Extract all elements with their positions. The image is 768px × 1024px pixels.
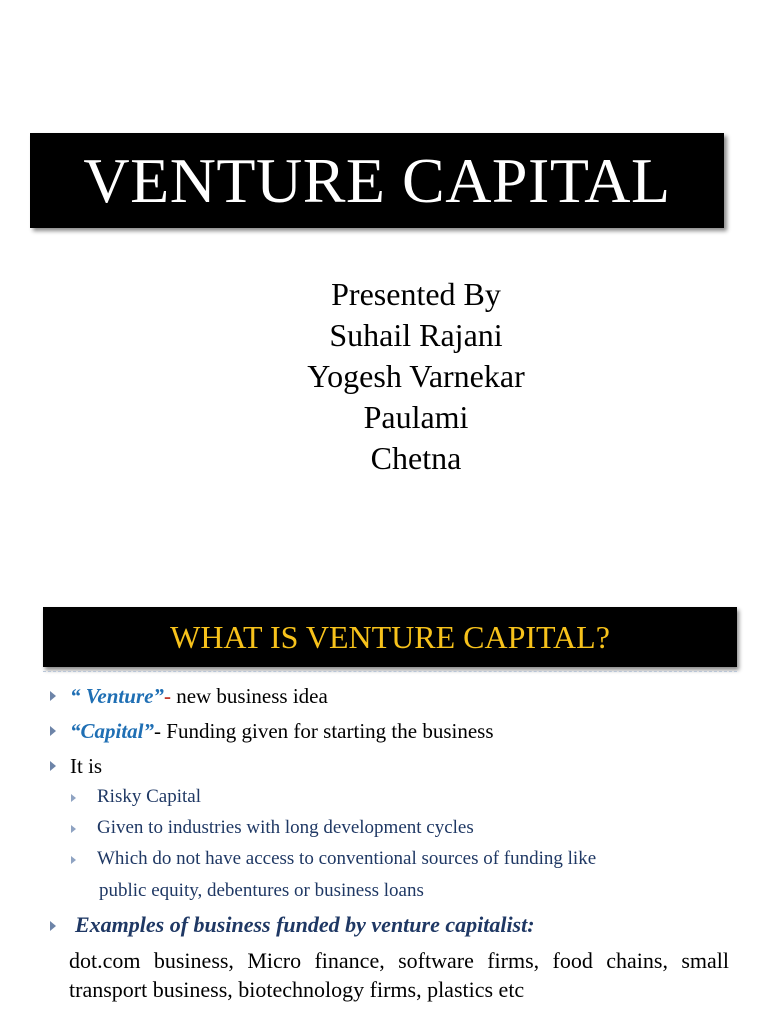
examples-heading: Examples of business funded by venture capitalist: [75, 912, 535, 937]
divider [43, 671, 737, 672]
sub-bullet: Which do not have access to conventional sources of funding like [97, 848, 597, 869]
bullet-text: Funding given for starting the business [161, 719, 494, 743]
sub-bullet-arrow-icon [71, 825, 76, 833]
sub-bullet-arrow-icon [71, 794, 76, 802]
bullet-it-is: It is [70, 754, 103, 778]
presenter-name: Suhail Rajani [329, 317, 503, 353]
slide-title: VENTURE CAPITAL [83, 144, 671, 216]
bullet-arrow-icon [50, 921, 56, 931]
presenter-name: Chetna [370, 440, 462, 476]
bullet-capital [70, 719, 494, 744]
examples-text: dot.com business, Micro finance, software firms, food chains, small transport business, biotechnology firms, plastics etc [69, 948, 729, 1002]
bullet-arrow-icon [50, 691, 56, 701]
bullet-venture [70, 684, 328, 709]
bullet-arrow-icon [50, 726, 56, 736]
presenters-block [0, 274, 768, 479]
keyword-separator: - [163, 684, 171, 708]
presented-by-label: Presented By [331, 276, 501, 312]
sub-bullet: Given to industries with long development cycles [97, 817, 474, 838]
keyword-venture: “ Venture” [70, 684, 164, 708]
section-banner [43, 607, 737, 667]
presenter-name: Yogesh Varnekar [307, 358, 525, 394]
sub-bullet-continuation: public equity, debentures or business loans [99, 880, 424, 901]
bullet-arrow-icon [50, 761, 56, 771]
keyword-capital: “Capital” [70, 719, 155, 743]
sub-bullet-arrow-icon [71, 856, 76, 864]
presenter-name: Paulami [363, 399, 469, 435]
sub-bullet: Risky Capital [97, 786, 201, 807]
bullet-text: new business idea [170, 684, 328, 708]
title-banner [30, 133, 724, 228]
keyword-separator: - [154, 719, 162, 743]
section-title: WHAT IS VENTURE CAPITAL? [170, 618, 610, 655]
